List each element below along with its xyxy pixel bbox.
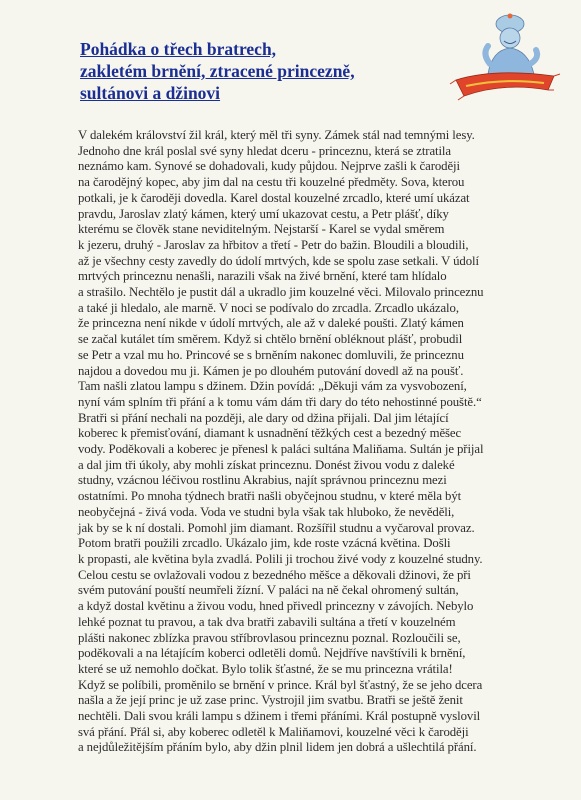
story-line: a nejdůležitějším přáním bylo, aby džin plnil lidem jen dobrá a ušlechtilá přání. [78, 740, 477, 755]
story-line: kterému se člověk stane neviditelným. Nejstarší - Karel se vydal směrem [78, 222, 445, 237]
story-line: lehké poznat tu pravou, a tak dva bratři zabavili sultána a třetí v kouzelném [78, 614, 456, 629]
story-line: které se už nemohlo dočkat. Bylo tolik šťastné, že se mu princezna vrátila! [78, 661, 453, 676]
genie-on-flying-carpet-icon [444, 8, 566, 108]
story-line: vody. Poděkovali a koberec je přenesl k paláci sultána Maliňama. Sultán je přijal [78, 442, 484, 457]
story-line: jak by se k ní dostali. Pomohl jim diamant. Rozšířil studnu a vyčaroval provaz. [78, 520, 475, 535]
story-line: neobyčejná - živá voda. Voda ve studni byla však tak hluboko, že nevěděli, [78, 504, 455, 519]
story-title [80, 38, 440, 104]
story-line: neznámo kam. Synové se dohadovali, kudy půjdou. Nejprve zašli k čaroději [78, 159, 460, 174]
story-line: k jezeru, druhý - Jaroslav za hřbitov a třetí - Petr do bažin. Bloudili a bloudili, [78, 237, 469, 252]
story-line: Celou cestu se ovlažovali vodou z bezedného měšce a děkovali džinovi, že při [78, 567, 471, 582]
title-line: sultánovi a džinovi [80, 83, 221, 103]
story-line: svém putování pouští neumřeli žízní. V paláci na ně čekal ohromený sultán, [78, 583, 459, 598]
story-line: V dalekém království žil král, který měl tři syny. Zámek stál nad temnými lesy. [78, 128, 475, 142]
story-text [78, 128, 526, 756]
story-line: svá přání. Přál si, aby koberec odletěl k Maliňamovi, kouzelné věci k čaroději [78, 724, 469, 739]
story-line: Potom bratři použili zrcadlo. Ukázalo jim, kde roste vzácná květina. Došli [78, 536, 451, 551]
story-line: Tam našli zlatou lampu s džinem. Džin povídá: „Děkuji vám za vysvobození, [78, 379, 467, 394]
story-line: plášti nakonec zblízka pravou stříbrovlasou princeznu poznal. Rozloučili se, [78, 630, 461, 645]
title-line: Pohádka o třech bratrech, [80, 39, 277, 59]
story-line: najdou a dovedou mu ji. Kámen je po dlouhém putování dovedl až na poušť. [78, 363, 464, 378]
story-line: mrtvých princeznu nenašli, narazili však na živé brnění, které tam hlídalo [78, 269, 447, 284]
story-line: až je všechny cesty zavedly do údolí mrtvých, kde se spolu zase setkali. V údolí [78, 253, 479, 268]
story-line: Bratři si přání nechali na později, ale dary od džina přijali. Dal jim létající [78, 410, 449, 425]
story-line: že princezna není nikde v údolí mrtvých, ale až v daleké poušti. Zlatý kámen [78, 316, 464, 331]
story-line: a dal jim tři úkoly, aby mohli získat princeznu. Donést živou vodu z daleké [78, 457, 455, 472]
story-line: Jednoho dne král poslal své syny hledat dceru - princeznu, která se ztratila [78, 143, 451, 158]
story-line: potkali, je k čaroději dovedla. Karel dostal kouzelné zrcadlo, které umí ukázat [78, 190, 470, 205]
story-line: k propasti, ale květina byla zvadlá. Polili ji trochou živé vody z kouzelné studny. [78, 551, 483, 566]
story-line: nyní vám splním tři přání a k tomu vám dám tři dary do této nehostinné pouště.“ [78, 394, 482, 409]
story-line: a strašilo. Nechtělo je pustit dál a ukradlo jim kouzelné věci. Milovalo princeznu [78, 285, 484, 300]
story-line: Když se políbili, proměnilo se brnění v prince. Král byl šťastný, že se jeho dcera [78, 677, 483, 692]
story-line: našla a že její princ je už zase princ. Vystrojil jim svatbu. Bratři se ještě ženit [78, 693, 463, 708]
story-line: na čarodějný kopec, aby jim dal na cestu tři kouzelné předměty. Sova, kterou [78, 175, 465, 190]
story-line: nechtěli. Dali svou králi lampu s džinem i třemi přáními. Král postupně vyslovil [78, 709, 481, 724]
story-line: koberec k přemisťování, diamant k usnadnění těžkých cest a bezedný měšec [78, 426, 462, 441]
story-line: studny, vzácnou léčivou rostlinu Akrabius, najít správnou princeznu mezi [78, 473, 447, 488]
story-line: se začal kutálet tím směrem. Když si chtělo brnění obléknout plášť, probudil [78, 332, 463, 347]
title-line: zakletém brnění, ztracené princezně, [80, 61, 355, 81]
story-line: ostatními. Po mnoha týdnech bratři našli obyčejnou studnu, v které měla být [78, 489, 462, 504]
story-line: poděkovali a na létajícím koberci odletěli domů. Nejdříve navštívili k brnění, [78, 646, 466, 661]
story-line: se Petr a vzal mu ho. Princové se s brněním nakonec domluvili, že princeznu [78, 347, 464, 362]
story-line: pravdu, Jaroslav zlatý kámen, který umí ukazovat cestu, a Petr plášť, díky [78, 206, 449, 221]
story-line: a když dostal květinu a živou vodu, hned přivedl princezny v závojích. Nebylo [78, 599, 474, 614]
story-line: a také ji hledalo, ale marně. V noci se podívalo do zrcadla. Zrcadlo ukázalo, [78, 300, 459, 315]
